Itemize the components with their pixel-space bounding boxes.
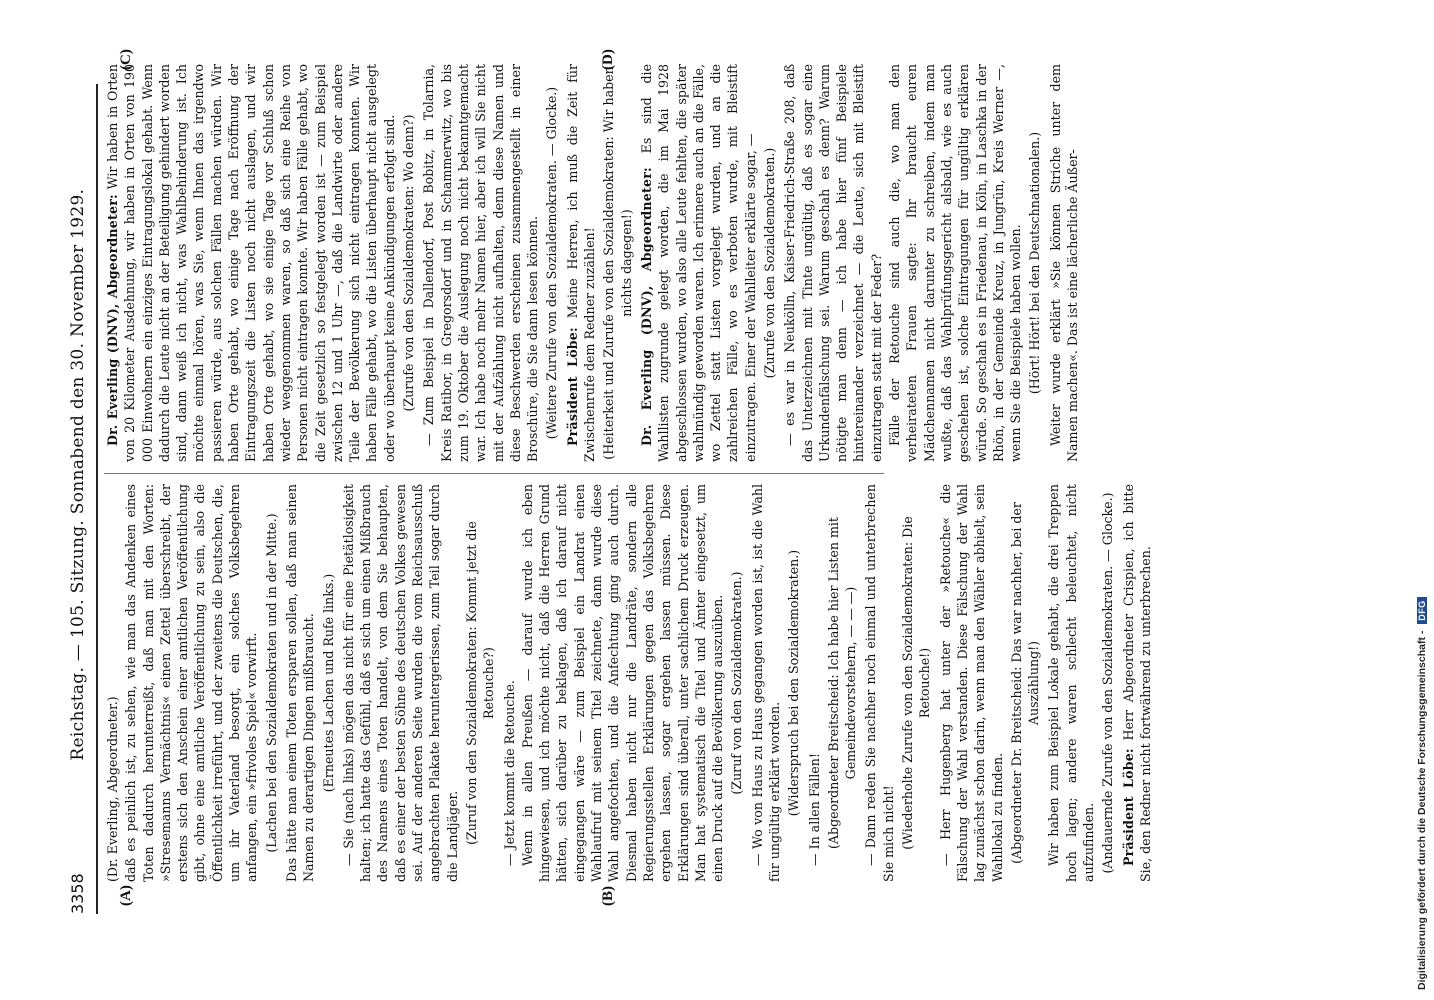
column-divider xyxy=(104,473,884,474)
left-column-paragraph: (Abgeordneter Dr. Breitscheid: Das war nachher, bei der Auszählung!) xyxy=(1008,502,1042,864)
left-column-paragraph: — Herr Hugenberg hat unter der »Retouche« die Fälschung der Wahl verstanden. Diese Fälschung der Wahl lag zunächst schon darin, wenn man den Wähler abhielt, sein Wahllokal zu finden. xyxy=(937,484,1005,882)
right-column-paragraph: Dr. Everling (DNV), Abgeordneter: Es sind die Wahllisten zugrunde gelegt worden, die im Mai 1928 abgeschlossen wurden, wo also alle Leute fehlten, die später wahlmündig geworden waren. Ich erinnere auch an die Fälle, wo Zettel statt Listen vorgelegt wurden, und an die zahlreichen Fälle, wo es verboten wurde, mit Bleistift einzutragen. Einer der Wahlleiter erklärte sogar, — xyxy=(638,64,758,462)
left-column-paragraph: (Abgeordneter Breitscheid: Ich habe hier Listen mit Gemeindevorstehern, — — —) xyxy=(825,517,859,849)
left-column-paragraph: Präsident Löbe: Herr Abgeordneter Crispien, ich bitte Sie, den Redner nicht fortwährend zu unterbrechen. xyxy=(1120,484,1153,882)
left-column-paragraph: — Sie (nach links) mögen das nicht für eine Pietätlosigkeit halten; ich hatte das Gefühl, daß es sich um einen Mißbrauch des Namens eines Toten handelt, von dem Sie behaupten, daß es einer der besten Söhne des deutschen Volkes gewesen sei. Auf der anderen Seite wurden die vom Reichsausschuß angebrachten Plakate heruntergerissen, zum Teil sogar durch die Landjäger. xyxy=(340,484,460,882)
left-column-paragraph: (Lachen bei den Sozialdemokraten und in der Mitte.) xyxy=(263,513,279,853)
right-column-paragraph: Fälle der Retouche sind auch die, wo man den verheirateten Frauen sagte: Ihr braucht euren Mädchennamen nicht darunter zu schreiben, indem man wußte, daß das Wahlprüfungsgericht alsbald, wie es auch geschehen ist, solche Eintragungen für ungültig erklären würde. So geschah es in Friedenau, in Köln, in Laschka in der Rhön, in der Gemeinde Kreuz, in Jungrün, Kreis Werner —, wenn Sie die Beispiele haben wollen. xyxy=(887,64,1024,462)
left-column-paragraph: (Zuruf von den Sozialdemokraten: Kommt jetzt die Retouche?) xyxy=(463,521,497,845)
dfg-credit-line xyxy=(1416,597,1428,990)
right-column-paragraph: (Hört! Hört! bei den Deutschnationalen.) xyxy=(1027,131,1043,395)
text-column-right xyxy=(104,63,1081,462)
right-column-paragraph: Präsident Löbe: Meine Herren, ich muß die Zeit für Zwischenrufe dem Redner zuzählen! xyxy=(564,64,598,462)
left-column-paragraph: — In allen Fällen! xyxy=(806,753,822,866)
left-column-paragraph: Wir haben zum Beispiel Lokale gehabt, die drei Treppen hoch lagen; andere waren schlecht beleuchtet, nicht aufzufinden. xyxy=(1046,484,1097,882)
dfg-logo: DFG xyxy=(1417,597,1427,624)
left-column-paragraph: daß es peinlich ist, zu sehen, wie man das Andenken eines Toten dadurch herunterreißt, daß man mit den Worten: »Stresemanns Vermächtnis« einen Zettel überschreibt, der erstens sich den Anschein einer amtlichen Veröffentlichung gibt, ohne eine amtliche Veröffentlichung zu sein, also die Öffentlichkeit irreführt, und der zweitens die Deutschen, die, um ihr Vaterland besorgt, ein solches Volksbegehren anfangen, ein »frivoles Spiel« vorwirft. xyxy=(123,484,260,882)
right-column-paragraph: — es war in Neukölln, Kaiser-Friedrich-Straße 208, daß das Unterzeichnen mit Tinte ungültig, daß es sogar eine Urkundenfälschung sei. Warum geschah es denn? Warum nötigte man denn — ich habe hier fünf Beispiele hintereinander verzeichnet — die Leute, sich mit Bleistift einzutragen statt mit der Feder? xyxy=(782,64,884,462)
right-column-paragraph: (Zurufe von den Sozialdemokraten.) xyxy=(761,147,777,379)
speaker-name: Dr. Everling (DNV), Abgeordneter: xyxy=(105,194,120,446)
left-column-paragraph: (Dr. Everling, Abgeordneter.) xyxy=(105,696,120,882)
right-column-paragraph: Weiter wurde erklärt »Sie können Striche unter dem Namen machen«. Das ist eine lächerliche Äußer- xyxy=(1047,64,1081,462)
margin-mark-b: (B) xyxy=(600,886,616,906)
right-column-paragraph: (Zurufe von den Sozialdemokraten: Wo denn?) xyxy=(401,114,417,412)
left-column-paragraph: (Wiederholte Zurufe von den Sozialdemokraten: Die Retouche!) xyxy=(900,516,933,850)
margin-mark-d: (D) xyxy=(600,49,616,70)
right-column-paragraph: (Heiterkeit und Zurufe von den Sozialdemokraten: Wir haben nichts dagegen!) xyxy=(601,66,634,460)
right-column-paragraph: — Zum Beispiel in Dallendorf, Post Bobitz, in Tolarnia, Kreis Ratibor, in Gregorsdorf und in Schammerwitz, wo bis zum 19. Oktober die Auslegung noch nicht bekanntgemacht war. Ich habe noch mehr Namen hier, aber ich will Sie nicht mit der Aufzählung nicht aufhalten, denn diese Namen und diese Beschwerden erscheinen zusammengestellt in einer Broschüre, die Sie dann lesen können. xyxy=(421,64,541,462)
left-column-paragraph: (Andauernde Zurufe von den Sozialdemokraten. — Glocke.) xyxy=(1100,492,1116,874)
left-column-paragraph: Das hätte man einem Toten ersparen sollen, daß man seinen Namen zu derartigen Dingen mißbraucht. xyxy=(283,484,317,882)
right-column-paragraph: (Weitere Zurufe von den Sozialdemokraten. — Glocke.) xyxy=(544,86,560,440)
margin-mark-c: (C) xyxy=(118,49,134,70)
speaker-name: Präsident Löbe: xyxy=(564,327,580,446)
page-number: 3358 xyxy=(68,873,87,914)
left-column-paragraph: — Jetzt kommt die Retouche. xyxy=(501,680,517,866)
speaker-name: Präsident Löbe: xyxy=(1120,748,1136,866)
left-column-paragraph: — Dann reden Sie nachher noch einmal und unterbrechen Sie mich nicht! xyxy=(863,484,896,882)
margin-mark-a: (A) xyxy=(118,885,134,906)
left-column-paragraph: Wenn in allen Preußen — darauf wurde ich eben hingewiesen, und ich möchte nicht, daß die Herren Grund hätten, sich darüber zu beklagen, daß ich darauf nicht eingegangen wäre — zum Beispiel ein Landrat einen Wahlaufruf mit seinem Titel zeichnete, dann wurde diese Wahl angefochten, und die Anfechtung ging auch durch. Diesmal haben nicht nur die Landräte, sondern alle Regierungsstellen Erklärungen gegen das Volksbegehren ergehen lassen, sogar ergehen lassen müssen. Diese Erklärungen sind überall, unter sachlichem Druck erzeugen. Man hat systematisch die Titel und Ämter eingesetzt, um einen Druck auf die Bevölkerung auszuüben. xyxy=(519,484,726,882)
header-rule xyxy=(96,84,98,914)
left-column-paragraph: (Widerspruch bei den Sozialdemokraten.) xyxy=(786,549,802,817)
speaker-name: Dr. Everling (DNV), Abgeordneter: xyxy=(638,167,654,446)
right-column-paragraph: Dr. Everling (DNV), Abgeordneter: Wir haben in Orten von 20 Kilometer Ausdehnung, wir haben in Orten von 190 000 Einwohnern ein einziges Eintragungslokal gehabt. Wenn dadurch die Leute nicht an der Beteiligung gehindert worden sind, dann weiß ich nicht, was Wahlbehinderung ist. Ich möchte einmal hören, was Sie, wenn Ihnen das irgendwo passieren würde, aus solchen Fällen machen würden. Wir haben Orte gehabt, wo einige Tage nach Eröffnung der Eintragungszeit die Listen noch nicht auslagen, und wir haben Orte gehabt, wo sie einige Tage vor Schluß schon wieder weggenommen waren, so daß sich eine Reihe von Personen nicht eintragen konnte. Wir haben Fälle gehabt, wo die Zeit gesetzlich so festgelegt worden ist — zum Beispiel zwischen 12 und 1 Uhr —, daß die Landwirte oder andere Teile der Bevölkerung sich nicht eintragen konnten. Wir haben Fälle gehabt, wo die Listen überhaupt nicht ausgelegt oder wo überhaupt keine Ankündigungen erfolgt sind. xyxy=(105,63,397,462)
left-column-paragraph: (Zuruf von den Sozialdemokraten.) xyxy=(729,571,745,795)
text-column-left xyxy=(104,484,1153,882)
left-column-paragraph: — Wo von Haus zu Haus gegangen worden ist, ist die Wahl für ungültig erklärt worden. xyxy=(749,484,782,882)
left-column-paragraph: (Erneutes Lachen und Rufe links.) xyxy=(320,573,336,793)
page-header xyxy=(68,94,98,914)
credit-text: Digitalisierung gefördert durch die Deutsche Forschungsgemeinschaft - xyxy=(1416,630,1428,990)
page-title: Reichstag. — 105. Sitzung. Sonnabend den 30. November 1929. xyxy=(68,188,88,761)
